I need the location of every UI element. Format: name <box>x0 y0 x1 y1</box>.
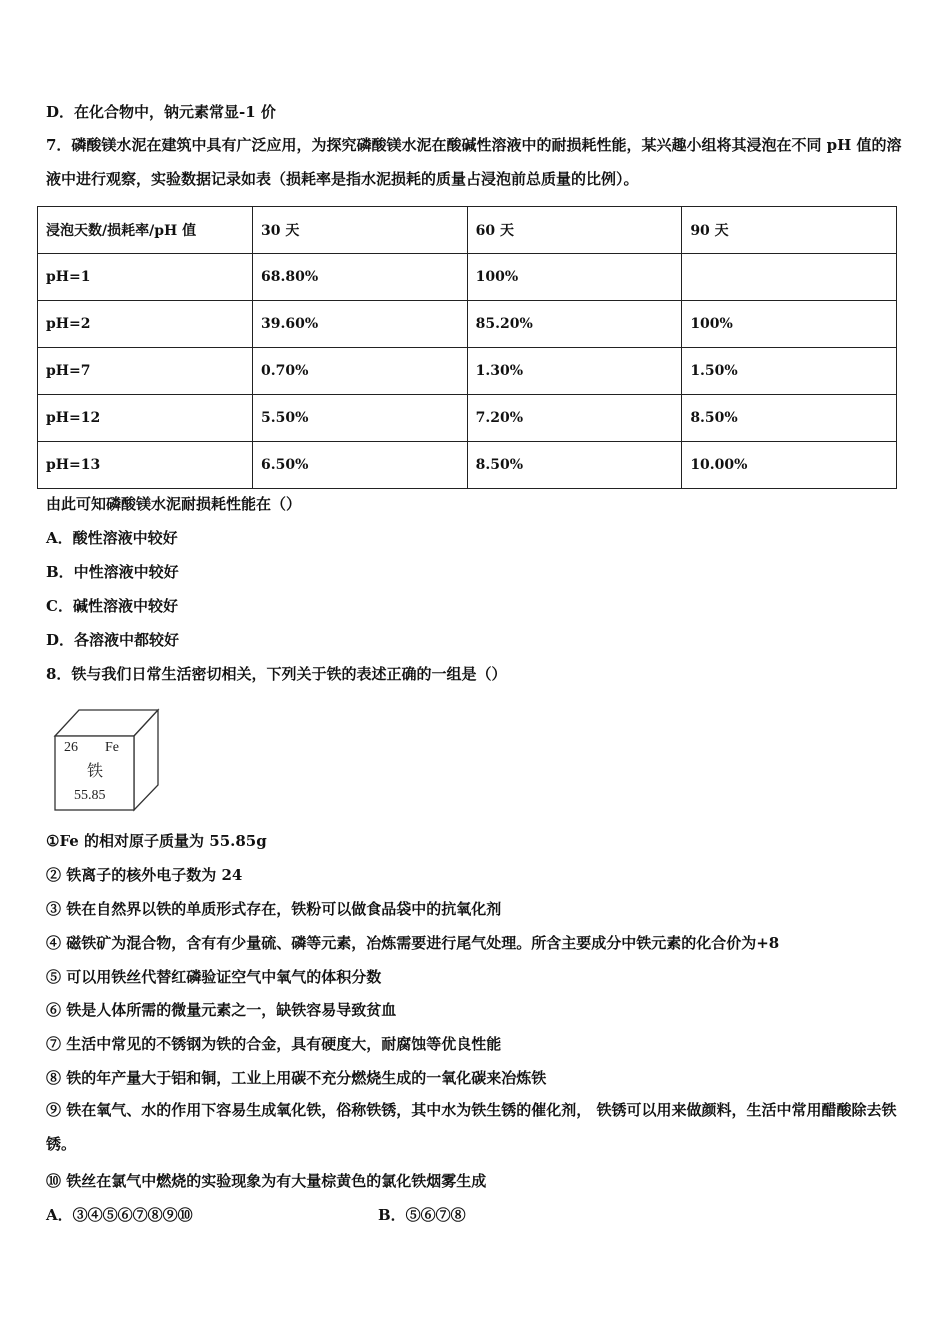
table-cell: 85.20% <box>467 301 682 348</box>
table-cell: pH=7 <box>38 348 253 395</box>
table-cell: pH=13 <box>38 442 253 489</box>
atomic-number: 26 <box>64 740 78 755</box>
table-header-cell: 浸泡天数/损耗率/pH 值 <box>38 207 253 254</box>
q8-statement-3: ③ 铁在自然界以铁的单质形式存在，铁粉可以做食品袋中的抗氧化剂 <box>46 900 502 918</box>
q8-statement-2: ② 铁离子的核外电子数为 24 <box>46 866 243 884</box>
q8-statement-4: ④ 磁铁矿为混合物，含有有少量硫、磷等元素，冶炼需要进行尾气处理。所含主要成分中铁元素的化合价为+8 <box>46 934 780 952</box>
q7-option-d: D．各溶液中都较好 <box>46 631 180 649</box>
table-cell: 8.50% <box>682 395 897 442</box>
table-row <box>38 348 897 395</box>
table-cell: 8.50% <box>467 442 682 489</box>
table-cell: 0.70% <box>253 348 468 395</box>
table-row <box>38 254 897 301</box>
q6-option-d: D．在化合物中，钠元素常显-1 价 <box>46 103 276 121</box>
table-row <box>38 395 897 442</box>
table-cell: 5.50% <box>253 395 468 442</box>
loss-rate-table <box>37 206 897 489</box>
q8-statement-1: ①Fe 的相对原子质量为 55.85g <box>46 832 267 850</box>
table-cell: 10.00% <box>682 442 897 489</box>
q7-option-a: A．酸性溶液中较好 <box>46 529 178 547</box>
table-row <box>38 301 897 348</box>
q7-question: 由此可知磷酸镁水泥耐损耗性能在（） <box>46 495 302 513</box>
table-cell: 100% <box>467 254 682 301</box>
table-cell: 7.20% <box>467 395 682 442</box>
atomic-mass: 55.85 <box>74 788 106 803</box>
table-cell: 39.60% <box>253 301 468 348</box>
q8-stem: 8．铁与我们日常生活密切相关，下列关于铁的表述正确的一组是（） <box>46 665 507 683</box>
table-cell: pH=1 <box>38 254 253 301</box>
table-cell: 100% <box>682 301 897 348</box>
table-header-cell: 30 天 <box>253 207 468 254</box>
q8-statement-10: ⑩ 铁丝在氯气中燃烧的实验现象为有大量棕黄色的氯化铁烟雾生成 <box>46 1172 487 1190</box>
table-cell: 1.30% <box>467 348 682 395</box>
table-cell: pH=12 <box>38 395 253 442</box>
q8-statement-9: ⑨ 铁在氧气、水的作用下容易生成氧化铁，俗称铁锈，其中水为铁生锈的催化剂， 铁锈可以用来做颜料，生活中常用醋酸除去铁锈。 <box>46 1101 897 1153</box>
q8-statement-8: ⑧ 铁的年产量大于铝和铜，工业上用碳不充分燃烧生成的一氧化碳来冶炼铁 <box>46 1069 547 1087</box>
q8-statement-7: ⑦ 生活中常见的不锈钢为铁的合金，具有硬度大，耐腐蚀等优良性能 <box>46 1035 502 1053</box>
table-cell: 1.50% <box>682 348 897 395</box>
q8-option-b: B．⑤⑥⑦⑧ <box>378 1206 466 1224</box>
table-header-row <box>38 207 897 254</box>
table-header-cell: 90 天 <box>682 207 897 254</box>
q8-option-a: A．③④⑤⑥⑦⑧⑨⑩ <box>46 1206 193 1224</box>
element-name: 铁 <box>87 761 104 780</box>
q7-stem: 7．磷酸镁水泥在建筑中具有广泛应用，为探究磷酸镁水泥在酸碱性溶液中的耐损耗性能，某兴趣小组将其浸泡在不同 pH 值的溶液中进行观察，实验数据记录如表（损耗率是指水泥损耗的质量占浸泡前总质量的比例）。 <box>46 136 902 188</box>
table-cell: pH=2 <box>38 301 253 348</box>
table-row <box>38 442 897 489</box>
iron-element-card <box>53 707 163 813</box>
q7-option-b: B．中性溶液中较好 <box>46 563 179 581</box>
q8-statement-5: ⑤ 可以用铁丝代替红磷验证空气中氧气的体积分数 <box>46 968 382 986</box>
table-cell <box>682 254 897 301</box>
table-cell: 68.80% <box>253 254 468 301</box>
table-header-cell: 60 天 <box>467 207 682 254</box>
q8-statement-6: ⑥ 铁是人体所需的微量元素之一，缺铁容易导致贫血 <box>46 1001 397 1019</box>
q7-option-c: C．碱性溶液中较好 <box>46 597 178 615</box>
element-symbol: Fe <box>105 740 119 755</box>
table-cell: 6.50% <box>253 442 468 489</box>
